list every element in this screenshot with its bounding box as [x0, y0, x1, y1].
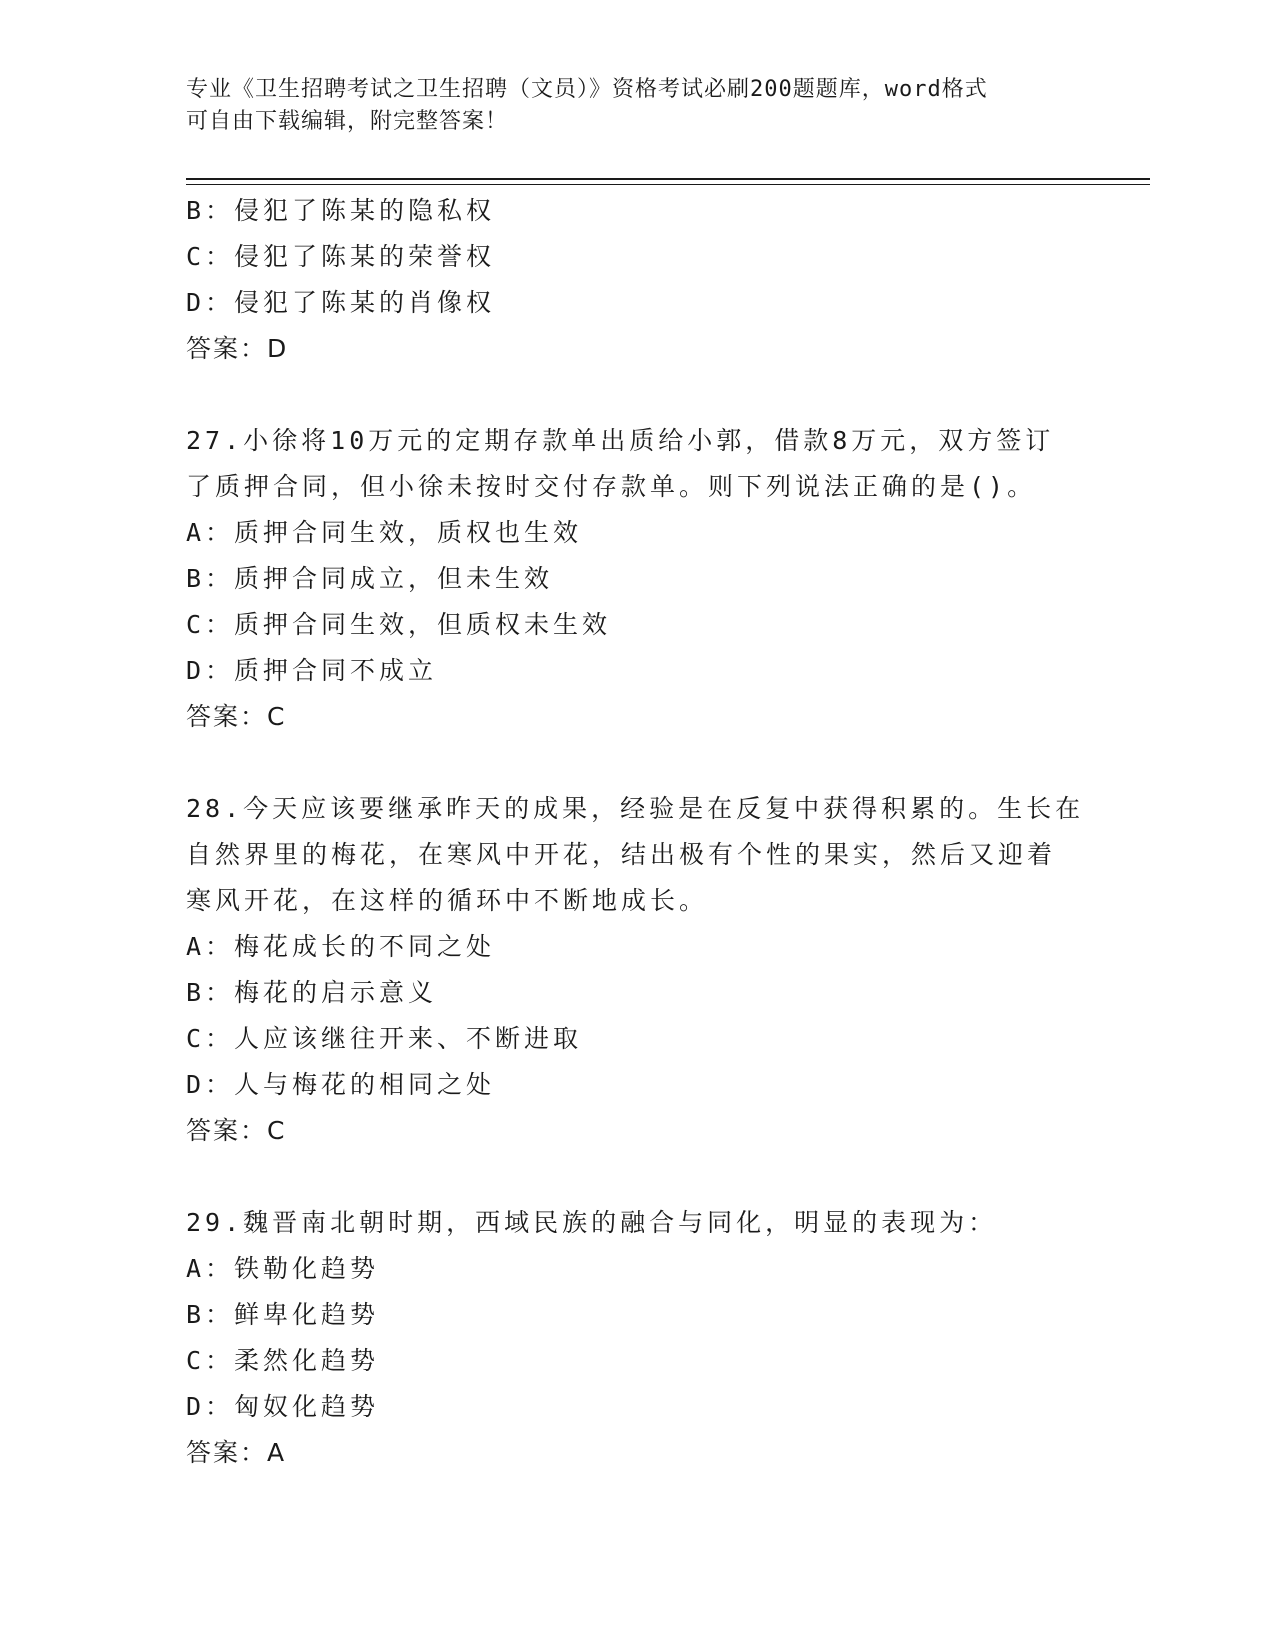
option-b: B：侵犯了陈某的隐私权: [186, 196, 496, 225]
question-block-26: [186, 188, 1086, 372]
option-b: B：梅花的启示意义: [186, 978, 438, 1007]
option-b: B：质押合同成立，但未生效: [186, 564, 554, 593]
option-c: C：侵犯了陈某的荣誉权: [186, 242, 496, 271]
question-block-29: [186, 1200, 1086, 1476]
answer-line: 答案：D: [186, 334, 289, 363]
option-d: D：侵犯了陈某的肖像权: [186, 288, 496, 317]
question-stem-line: 27.小徐将10万元的定期存款单出质给小郭，借款8万元，双方签订: [186, 426, 1055, 455]
answer-line: 答案：C: [186, 702, 287, 731]
page-header: [186, 74, 1086, 138]
header-divider-thick: [186, 178, 1150, 180]
option-a: A：铁勒化趋势: [186, 1254, 380, 1283]
option-a: A：质押合同生效，质权也生效: [186, 518, 583, 547]
option-c: C：人应该继往开来、不断进取: [186, 1024, 583, 1053]
header-title-line-1: 专业《卫生招聘考试之卫生招聘（文员）》资格考试必刷200题题库，word格式: [186, 77, 988, 102]
option-d: D：质押合同不成立: [186, 656, 438, 685]
question-block-28: [186, 786, 1086, 1154]
option-b: B：鲜卑化趋势: [186, 1300, 380, 1329]
option-c: C：柔然化趋势: [186, 1346, 380, 1375]
option-d: D：人与梅花的相同之处: [186, 1070, 496, 1099]
question-stem-line: 29.魏晋南北朝时期，西域民族的融合与同化，明显的表现为：: [186, 1208, 998, 1237]
option-c: C：质押合同生效，但质权未生效: [186, 610, 612, 639]
header-title-line-2: 可自由下载编辑，附完整答案！: [186, 109, 509, 134]
question-spacer: [186, 372, 1086, 418]
answer-line: 答案：C: [186, 1116, 287, 1145]
question-spacer: [186, 1154, 1086, 1200]
answer-line: 答案：A: [186, 1438, 287, 1467]
question-stem-line: 28.今天应该要继承昨天的成果，经验是在反复中获得积累的。生长在: [186, 794, 1085, 823]
question-stem-line: 了质押合同，但小徐未按时交付存款单。则下列说法正确的是()。: [186, 472, 1037, 501]
question-block-27: [186, 418, 1086, 740]
question-stem-line: 自然界里的梅花，在寒风中开花，结出极有个性的果实，然后又迎着: [186, 840, 1057, 869]
question-stem-line: 寒风开花，在这样的循环中不断地成长。: [186, 886, 709, 915]
header-divider-thin: [186, 184, 1150, 185]
option-d: D：匈奴化趋势: [186, 1392, 380, 1421]
option-a: A：梅花成长的不同之处: [186, 932, 496, 961]
question-spacer: [186, 740, 1086, 786]
question-list: [186, 188, 1086, 1476]
